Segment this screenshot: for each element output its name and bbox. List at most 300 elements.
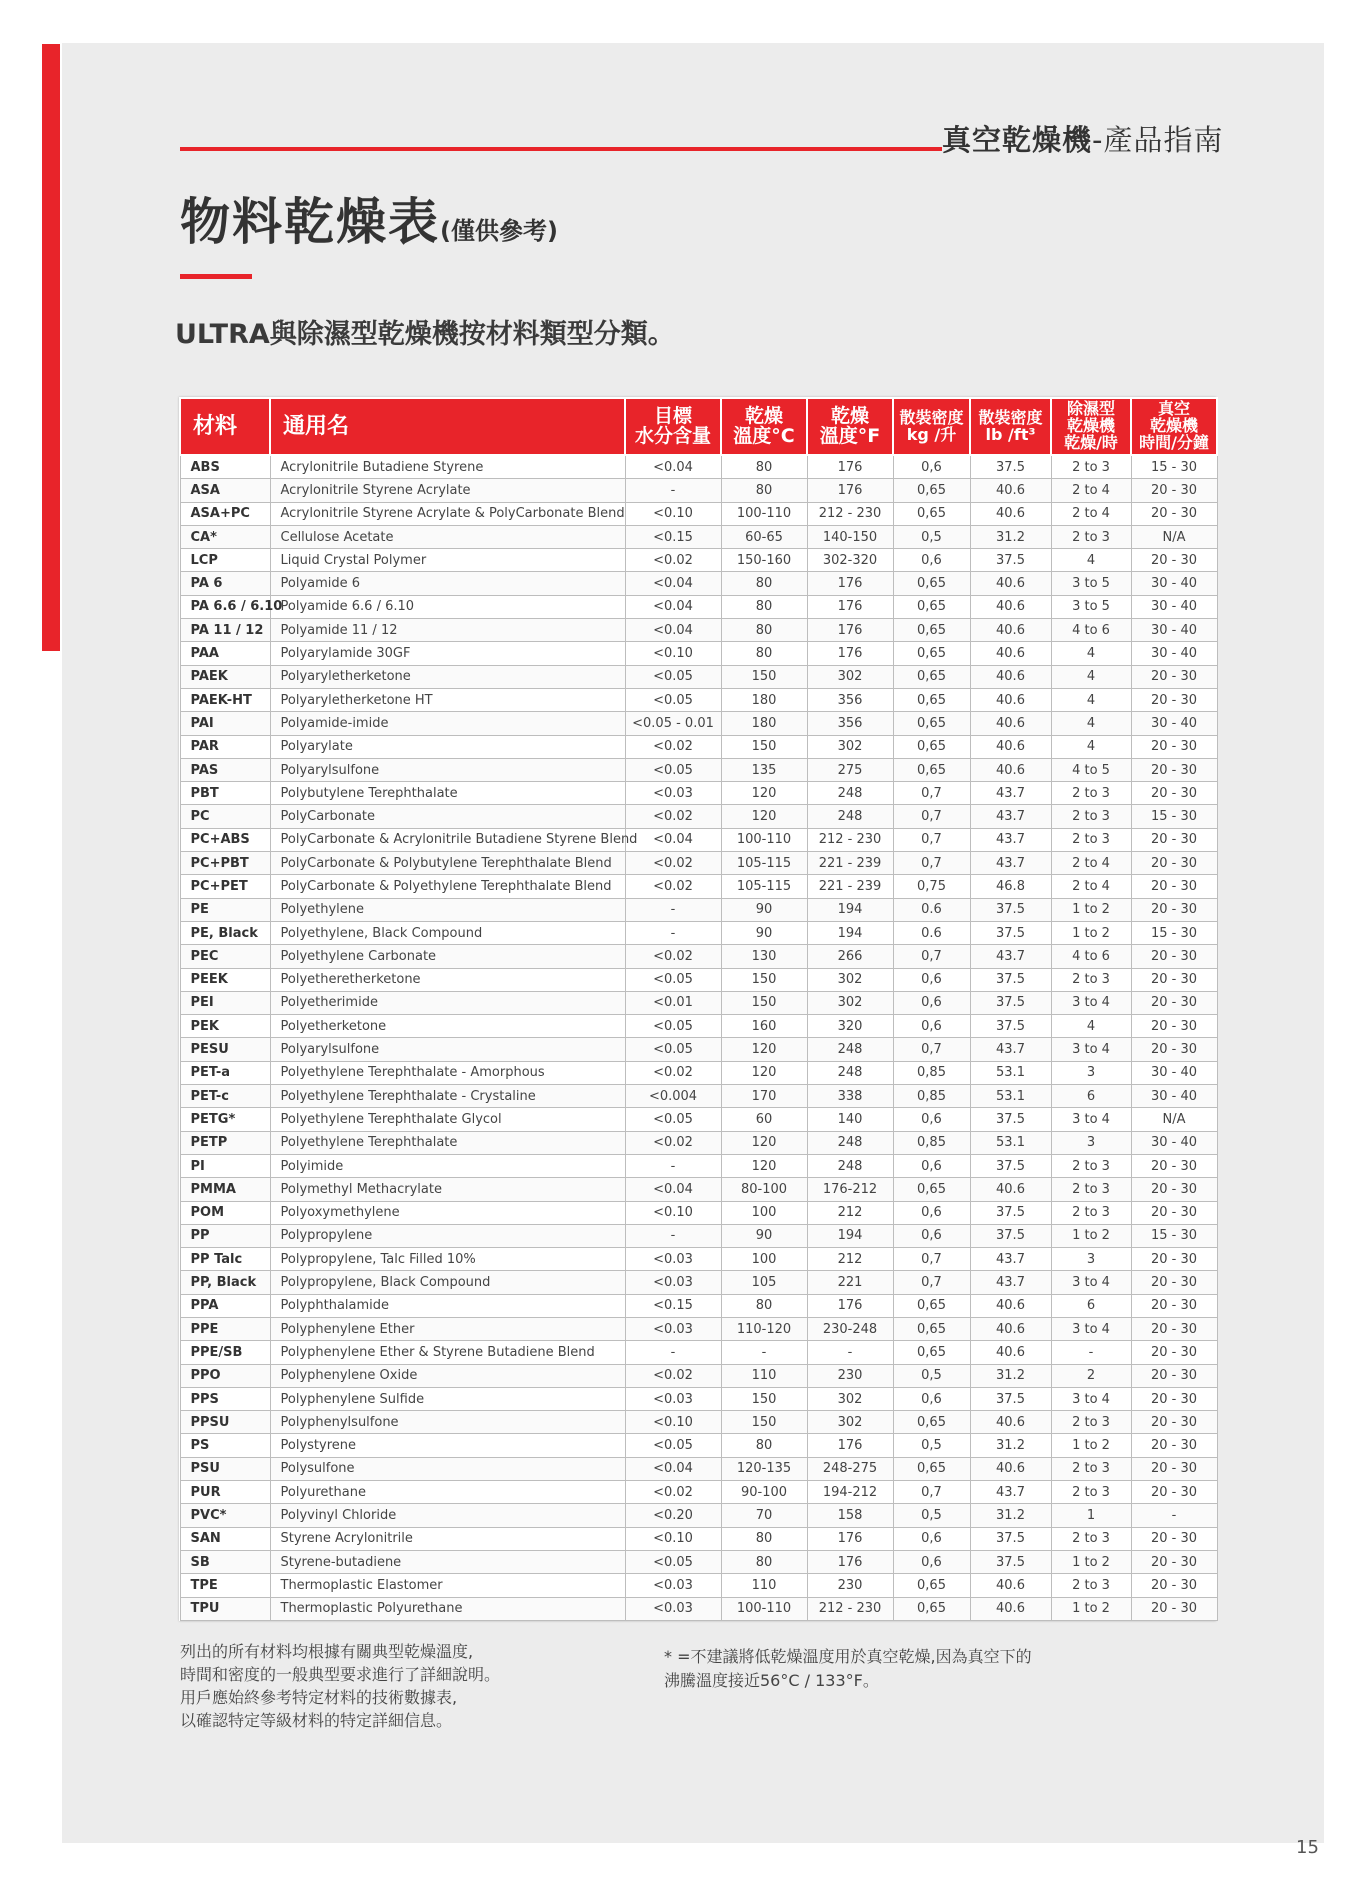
common-name-cell: Polyamide 6.6 / 6.10 bbox=[270, 595, 625, 618]
value-cell: 176 bbox=[807, 619, 893, 642]
value-cell: 80 bbox=[721, 595, 807, 618]
value-cell: - bbox=[1131, 1504, 1217, 1527]
value-cell: 176 bbox=[807, 595, 893, 618]
value-cell: 37.5 bbox=[970, 549, 1051, 572]
common-name-cell: Polyphenylene Oxide bbox=[270, 1364, 625, 1387]
value-cell: - bbox=[1051, 1341, 1131, 1364]
table-row bbox=[180, 502, 1217, 525]
value-cell: 20 - 30 bbox=[1131, 875, 1217, 898]
value-cell: 80 bbox=[721, 1434, 807, 1457]
value-cell: - bbox=[625, 921, 721, 944]
material-drying-table bbox=[179, 397, 1218, 1621]
column-header-line: lb /ft³ bbox=[985, 424, 1036, 444]
value-cell: 248 bbox=[807, 1131, 893, 1154]
value-cell: <0.004 bbox=[625, 1085, 721, 1108]
value-cell: <0.03 bbox=[625, 1597, 721, 1620]
column-header-line: 散裝密度 bbox=[978, 407, 1043, 427]
column-header-line: 時間/分鐘 bbox=[1139, 432, 1209, 452]
value-cell: 15 - 30 bbox=[1131, 805, 1217, 828]
value-cell: 120 bbox=[721, 1154, 807, 1177]
material-code-cell: PPA bbox=[180, 1294, 270, 1317]
value-cell: N/A bbox=[1131, 1108, 1217, 1131]
value-cell: 302 bbox=[807, 991, 893, 1014]
table-row bbox=[180, 688, 1217, 711]
value-cell: 20 - 30 bbox=[1131, 1248, 1217, 1271]
drying-table-container bbox=[179, 397, 1216, 1621]
value-cell: 20 - 30 bbox=[1131, 1364, 1217, 1387]
common-name-cell: Polyurethane bbox=[270, 1481, 625, 1504]
common-name-cell: Thermoplastic Polyurethane bbox=[270, 1597, 625, 1620]
value-cell: 20 - 30 bbox=[1131, 1481, 1217, 1504]
value-cell: <0.15 bbox=[625, 1294, 721, 1317]
value-cell: 110 bbox=[721, 1364, 807, 1387]
value-cell: - bbox=[625, 1341, 721, 1364]
value-cell: 15 - 30 bbox=[1131, 455, 1217, 479]
value-cell: 31.2 bbox=[970, 1364, 1051, 1387]
column-header-line: 乾燥/時 bbox=[1064, 432, 1118, 452]
value-cell: 60 bbox=[721, 1108, 807, 1131]
column-header bbox=[893, 398, 970, 455]
table-row bbox=[180, 1271, 1217, 1294]
common-name-cell: Polyethylene, Black Compound bbox=[270, 921, 625, 944]
value-cell: 100 bbox=[721, 1248, 807, 1271]
value-cell: 0,6 bbox=[893, 1201, 970, 1224]
value-cell: 40.6 bbox=[970, 1457, 1051, 1480]
value-cell: 20 - 30 bbox=[1131, 1550, 1217, 1573]
value-cell: 80 bbox=[721, 572, 807, 595]
column-header-line: kg /升 bbox=[906, 424, 957, 444]
value-cell: 2 to 3 bbox=[1051, 525, 1131, 548]
value-cell: 180 bbox=[721, 688, 807, 711]
value-cell: <0.02 bbox=[625, 1131, 721, 1154]
footnote-asterisk bbox=[664, 1645, 1032, 1693]
material-code-cell: PC+ABS bbox=[180, 828, 270, 851]
value-cell: 160 bbox=[721, 1015, 807, 1038]
value-cell: 266 bbox=[807, 945, 893, 968]
material-code-cell: PPS bbox=[180, 1387, 270, 1410]
value-cell: 212 bbox=[807, 1248, 893, 1271]
footnote-line: * =不建議將低乾燥溫度用於真空乾燥,因為真空下的 bbox=[664, 1647, 1032, 1666]
table-row bbox=[180, 1504, 1217, 1527]
value-cell: <0.02 bbox=[625, 805, 721, 828]
material-code-cell: PC+PET bbox=[180, 875, 270, 898]
value-cell: 3 to 4 bbox=[1051, 1387, 1131, 1410]
value-cell: 275 bbox=[807, 758, 893, 781]
value-cell: 31.2 bbox=[970, 1434, 1051, 1457]
value-cell: 176 bbox=[807, 642, 893, 665]
material-code-cell: PA 11 / 12 bbox=[180, 619, 270, 642]
value-cell: 90 bbox=[721, 921, 807, 944]
value-cell: <0.05 bbox=[625, 688, 721, 711]
value-cell: 0,7 bbox=[893, 1248, 970, 1271]
value-cell: <0.05 bbox=[625, 968, 721, 991]
value-cell: 150 bbox=[721, 991, 807, 1014]
value-cell: - bbox=[625, 1154, 721, 1177]
value-cell: 0,7 bbox=[893, 1481, 970, 1504]
value-cell: <0.04 bbox=[625, 595, 721, 618]
value-cell: <0.04 bbox=[625, 455, 721, 479]
material-code-cell: PEK bbox=[180, 1015, 270, 1038]
table-row bbox=[180, 1387, 1217, 1410]
value-cell: 0,7 bbox=[893, 945, 970, 968]
page-title bbox=[180, 182, 558, 254]
value-cell: 0,7 bbox=[893, 852, 970, 875]
value-cell: - bbox=[625, 1224, 721, 1247]
value-cell: 30 - 40 bbox=[1131, 712, 1217, 735]
value-cell: 302 bbox=[807, 665, 893, 688]
value-cell: 20 - 30 bbox=[1131, 1015, 1217, 1038]
value-cell: 53.1 bbox=[970, 1061, 1051, 1084]
table-row bbox=[180, 875, 1217, 898]
common-name-cell: Polyarylsulfone bbox=[270, 758, 625, 781]
material-code-cell: TPE bbox=[180, 1574, 270, 1597]
value-cell: 0,7 bbox=[893, 1271, 970, 1294]
column-header-line: 通用名 bbox=[283, 413, 350, 439]
table-row bbox=[180, 1178, 1217, 1201]
value-cell: 15 - 30 bbox=[1131, 921, 1217, 944]
value-cell: 30 - 40 bbox=[1131, 1085, 1217, 1108]
value-cell: 150 bbox=[721, 968, 807, 991]
table-row bbox=[180, 455, 1217, 479]
value-cell: 20 - 30 bbox=[1131, 991, 1217, 1014]
value-cell: - bbox=[807, 1341, 893, 1364]
value-cell: 40.6 bbox=[970, 1411, 1051, 1434]
value-cell: 4 to 5 bbox=[1051, 758, 1131, 781]
value-cell: 4 bbox=[1051, 1015, 1131, 1038]
title-underline bbox=[180, 274, 252, 279]
value-cell: 20 - 30 bbox=[1131, 782, 1217, 805]
table-row bbox=[180, 828, 1217, 851]
material-code-cell: PESU bbox=[180, 1038, 270, 1061]
column-header-line: 乾燥 bbox=[744, 404, 783, 427]
value-cell: 0,7 bbox=[893, 1038, 970, 1061]
value-cell: 120 bbox=[721, 1061, 807, 1084]
table-row bbox=[180, 1434, 1217, 1457]
value-cell: 248 bbox=[807, 805, 893, 828]
value-cell: 320 bbox=[807, 1015, 893, 1038]
column-header bbox=[1131, 398, 1217, 455]
value-cell: 2 to 4 bbox=[1051, 875, 1131, 898]
value-cell: 80-100 bbox=[721, 1178, 807, 1201]
material-code-cell: PE bbox=[180, 898, 270, 921]
value-cell: <0.05 - 0.01 bbox=[625, 712, 721, 735]
value-cell: 0,5 bbox=[893, 525, 970, 548]
value-cell: 230 bbox=[807, 1574, 893, 1597]
value-cell: 2 bbox=[1051, 1364, 1131, 1387]
value-cell: 180 bbox=[721, 712, 807, 735]
value-cell: 43.7 bbox=[970, 1248, 1051, 1271]
table-row bbox=[180, 1457, 1217, 1480]
value-cell: 30 - 40 bbox=[1131, 1131, 1217, 1154]
value-cell: 140-150 bbox=[807, 525, 893, 548]
common-name-cell: Polyethylene Carbonate bbox=[270, 945, 625, 968]
value-cell: 105 bbox=[721, 1271, 807, 1294]
value-cell: 0,6 bbox=[893, 1224, 970, 1247]
value-cell: 212 - 230 bbox=[807, 502, 893, 525]
material-code-cell: PPE/SB bbox=[180, 1341, 270, 1364]
value-cell: 0,85 bbox=[893, 1131, 970, 1154]
value-cell: 302 bbox=[807, 735, 893, 758]
value-cell: - bbox=[721, 1341, 807, 1364]
common-name-cell: Polyoxymethylene bbox=[270, 1201, 625, 1224]
value-cell: 40.6 bbox=[970, 619, 1051, 642]
value-cell: 80 bbox=[721, 1550, 807, 1573]
value-cell: 0,7 bbox=[893, 828, 970, 851]
value-cell: 43.7 bbox=[970, 828, 1051, 851]
value-cell: 120 bbox=[721, 1038, 807, 1061]
value-cell: 37.5 bbox=[970, 1015, 1051, 1038]
column-header-line: 溫度°C bbox=[733, 424, 795, 447]
value-cell: 37.5 bbox=[970, 968, 1051, 991]
column-header-line: 散裝密度 bbox=[899, 407, 964, 427]
material-code-cell: TPU bbox=[180, 1597, 270, 1620]
value-cell: N/A bbox=[1131, 525, 1217, 548]
material-code-cell: SB bbox=[180, 1550, 270, 1573]
table-row bbox=[180, 921, 1217, 944]
value-cell: 248 bbox=[807, 1038, 893, 1061]
common-name-cell: Acrylonitrile Styrene Acrylate bbox=[270, 479, 625, 502]
table-header bbox=[180, 398, 1217, 455]
value-cell: 176-212 bbox=[807, 1178, 893, 1201]
common-name-cell: Polyethylene Terephthalate Glycol bbox=[270, 1108, 625, 1131]
value-cell: 230-248 bbox=[807, 1317, 893, 1340]
value-cell: 6 bbox=[1051, 1085, 1131, 1108]
table-row bbox=[180, 1411, 1217, 1434]
footnote-line: 時間和密度的一般典型要求進行了詳細說明。 bbox=[180, 1665, 501, 1684]
value-cell: 140 bbox=[807, 1108, 893, 1131]
value-cell: <0.03 bbox=[625, 1387, 721, 1410]
table-row bbox=[180, 642, 1217, 665]
value-cell: 0,65 bbox=[893, 665, 970, 688]
value-cell: 1 to 2 bbox=[1051, 898, 1131, 921]
value-cell: <0.03 bbox=[625, 782, 721, 805]
common-name-cell: Polyarylate bbox=[270, 735, 625, 758]
value-cell: 110 bbox=[721, 1574, 807, 1597]
value-cell: 4 to 6 bbox=[1051, 619, 1131, 642]
table-row bbox=[180, 1597, 1217, 1620]
value-cell: 20 - 30 bbox=[1131, 1597, 1217, 1620]
common-name-cell: Polystyrene bbox=[270, 1434, 625, 1457]
table-row bbox=[180, 898, 1217, 921]
material-code-cell: PS bbox=[180, 1434, 270, 1457]
material-code-cell: ABS bbox=[180, 455, 270, 479]
material-code-cell: PP bbox=[180, 1224, 270, 1247]
material-code-cell: ASA bbox=[180, 479, 270, 502]
value-cell: 1 to 2 bbox=[1051, 1224, 1131, 1247]
value-cell: 37.5 bbox=[970, 1108, 1051, 1131]
value-cell: 0,7 bbox=[893, 782, 970, 805]
value-cell: <0.10 bbox=[625, 1411, 721, 1434]
material-code-cell: PSU bbox=[180, 1457, 270, 1480]
value-cell: <0.05 bbox=[625, 758, 721, 781]
common-name-cell: Polyvinyl Chloride bbox=[270, 1504, 625, 1527]
value-cell: 3 to 5 bbox=[1051, 572, 1131, 595]
value-cell: 37.5 bbox=[970, 898, 1051, 921]
material-code-cell: SAN bbox=[180, 1527, 270, 1550]
value-cell: 4 bbox=[1051, 665, 1131, 688]
value-cell: 221 - 239 bbox=[807, 875, 893, 898]
material-code-cell: CA* bbox=[180, 525, 270, 548]
title-main: 物料乾燥表 bbox=[180, 193, 440, 251]
value-cell: 302 bbox=[807, 968, 893, 991]
material-code-cell: PAEK bbox=[180, 665, 270, 688]
value-cell: <0.02 bbox=[625, 1481, 721, 1504]
value-cell: 40.6 bbox=[970, 595, 1051, 618]
material-code-cell: PMMA bbox=[180, 1178, 270, 1201]
title-sub: (僅供參考) bbox=[440, 217, 558, 245]
value-cell: 20 - 30 bbox=[1131, 479, 1217, 502]
value-cell: <0.03 bbox=[625, 1574, 721, 1597]
value-cell: 3 to 4 bbox=[1051, 991, 1131, 1014]
value-cell: 100-110 bbox=[721, 1597, 807, 1620]
common-name-cell: Polyphenylene Ether bbox=[270, 1317, 625, 1340]
value-cell: 15 - 30 bbox=[1131, 1224, 1217, 1247]
table-row bbox=[180, 782, 1217, 805]
value-cell: 1 to 2 bbox=[1051, 921, 1131, 944]
value-cell: 6 bbox=[1051, 1294, 1131, 1317]
table-row bbox=[180, 525, 1217, 548]
common-name-cell: Polypropylene, Talc Filled 10% bbox=[270, 1248, 625, 1271]
value-cell: 1 to 2 bbox=[1051, 1597, 1131, 1620]
footnote-line: 列出的所有材料均根據有關典型乾燥溫度, bbox=[180, 1642, 474, 1661]
common-name-cell: PolyCarbonate & Polyethylene Terephthalate Blend bbox=[270, 875, 625, 898]
table-row bbox=[180, 1294, 1217, 1317]
value-cell: 2 to 3 bbox=[1051, 455, 1131, 479]
value-cell: 120 bbox=[721, 805, 807, 828]
common-name-cell: Acrylonitrile Styrene Acrylate & PolyCarbonate Blend bbox=[270, 502, 625, 525]
value-cell: <0.05 bbox=[625, 1108, 721, 1131]
material-code-cell: LCP bbox=[180, 549, 270, 572]
value-cell: 170 bbox=[721, 1085, 807, 1108]
value-cell: 194 bbox=[807, 1224, 893, 1247]
footnote-general bbox=[180, 1640, 500, 1732]
header-rule bbox=[180, 147, 942, 151]
material-code-cell: PBT bbox=[180, 782, 270, 805]
value-cell: 20 - 30 bbox=[1131, 1457, 1217, 1480]
value-cell: 20 - 30 bbox=[1131, 688, 1217, 711]
material-code-cell: PEI bbox=[180, 991, 270, 1014]
material-code-cell: POM bbox=[180, 1201, 270, 1224]
value-cell: <0.02 bbox=[625, 1364, 721, 1387]
table-row bbox=[180, 665, 1217, 688]
value-cell: 40.6 bbox=[970, 1317, 1051, 1340]
value-cell: 0.6 bbox=[893, 898, 970, 921]
value-cell: <0.01 bbox=[625, 991, 721, 1014]
value-cell: 0.6 bbox=[893, 921, 970, 944]
common-name-cell: Polyimide bbox=[270, 1154, 625, 1177]
table-row bbox=[180, 1364, 1217, 1387]
value-cell: 0,6 bbox=[893, 1387, 970, 1410]
value-cell: 194 bbox=[807, 921, 893, 944]
value-cell: 212 - 230 bbox=[807, 828, 893, 851]
value-cell: 53.1 bbox=[970, 1131, 1051, 1154]
value-cell: 0,65 bbox=[893, 1597, 970, 1620]
value-cell: 37.5 bbox=[970, 991, 1051, 1014]
common-name-cell: PolyCarbonate & Acrylonitrile Butadiene Styrene Blend bbox=[270, 828, 625, 851]
value-cell: 2 to 3 bbox=[1051, 1574, 1131, 1597]
material-code-cell: PC+PBT bbox=[180, 852, 270, 875]
value-cell: 150 bbox=[721, 735, 807, 758]
value-cell: 80 bbox=[721, 642, 807, 665]
value-cell: 135 bbox=[721, 758, 807, 781]
table-row bbox=[180, 1317, 1217, 1340]
value-cell: 40.6 bbox=[970, 1574, 1051, 1597]
value-cell: <0.02 bbox=[625, 1061, 721, 1084]
column-header-line: 除濕型 bbox=[1066, 399, 1115, 419]
value-cell: 46.8 bbox=[970, 875, 1051, 898]
value-cell: <0.04 bbox=[625, 828, 721, 851]
common-name-cell: Polyarylamide 30GF bbox=[270, 642, 625, 665]
value-cell: 176 bbox=[807, 1434, 893, 1457]
value-cell: 105-115 bbox=[721, 852, 807, 875]
value-cell: <0.02 bbox=[625, 945, 721, 968]
value-cell: 60-65 bbox=[721, 525, 807, 548]
value-cell: 40.6 bbox=[970, 572, 1051, 595]
value-cell: 37.5 bbox=[970, 1387, 1051, 1410]
common-name-cell: Acrylonitrile Butadiene Styrene bbox=[270, 455, 625, 479]
table-row bbox=[180, 1108, 1217, 1131]
value-cell: 37.5 bbox=[970, 1201, 1051, 1224]
value-cell: <0.04 bbox=[625, 1457, 721, 1480]
value-cell: 212 bbox=[807, 1201, 893, 1224]
common-name-cell: Polypropylene bbox=[270, 1224, 625, 1247]
value-cell: 37.5 bbox=[970, 455, 1051, 479]
value-cell: 3 to 4 bbox=[1051, 1317, 1131, 1340]
value-cell: 20 - 30 bbox=[1131, 945, 1217, 968]
table-row bbox=[180, 1061, 1217, 1084]
value-cell: 176 bbox=[807, 479, 893, 502]
value-cell: <0.02 bbox=[625, 852, 721, 875]
common-name-cell: Polysulfone bbox=[270, 1457, 625, 1480]
table-row bbox=[180, 758, 1217, 781]
value-cell: 2 to 3 bbox=[1051, 1457, 1131, 1480]
value-cell: <0.04 bbox=[625, 572, 721, 595]
value-cell: 0,65 bbox=[893, 758, 970, 781]
value-cell: 30 - 40 bbox=[1131, 572, 1217, 595]
table-row bbox=[180, 1248, 1217, 1271]
column-header-line: 乾燥機 bbox=[1066, 416, 1115, 436]
material-code-cell: PET-a bbox=[180, 1061, 270, 1084]
material-code-cell: PAEK-HT bbox=[180, 688, 270, 711]
value-cell: 2 to 3 bbox=[1051, 828, 1131, 851]
value-cell: 37.5 bbox=[970, 921, 1051, 944]
table-body bbox=[180, 455, 1217, 1620]
common-name-cell: Cellulose Acetate bbox=[270, 525, 625, 548]
value-cell: 0,6 bbox=[893, 1154, 970, 1177]
material-code-cell: PAS bbox=[180, 758, 270, 781]
value-cell: 0,65 bbox=[893, 642, 970, 665]
value-cell: 120 bbox=[721, 782, 807, 805]
table-row bbox=[180, 1481, 1217, 1504]
table-row bbox=[180, 1038, 1217, 1061]
value-cell: <0.02 bbox=[625, 735, 721, 758]
value-cell: <0.20 bbox=[625, 1504, 721, 1527]
common-name-cell: Polyphenylsulfone bbox=[270, 1411, 625, 1434]
common-name-cell: PolyCarbonate & Polybutylene Terephthalate Blend bbox=[270, 852, 625, 875]
common-name-cell: Polyamide 11 / 12 bbox=[270, 619, 625, 642]
value-cell: 0,6 bbox=[893, 455, 970, 479]
value-cell: 3 to 5 bbox=[1051, 595, 1131, 618]
value-cell: 43.7 bbox=[970, 1038, 1051, 1061]
material-code-cell: PP, Black bbox=[180, 1271, 270, 1294]
value-cell: 2 to 3 bbox=[1051, 968, 1131, 991]
column-header bbox=[625, 398, 721, 455]
value-cell: 356 bbox=[807, 712, 893, 735]
value-cell: 0,6 bbox=[893, 1015, 970, 1038]
value-cell: 4 bbox=[1051, 735, 1131, 758]
value-cell: 0,6 bbox=[893, 1108, 970, 1131]
value-cell: 43.7 bbox=[970, 782, 1051, 805]
